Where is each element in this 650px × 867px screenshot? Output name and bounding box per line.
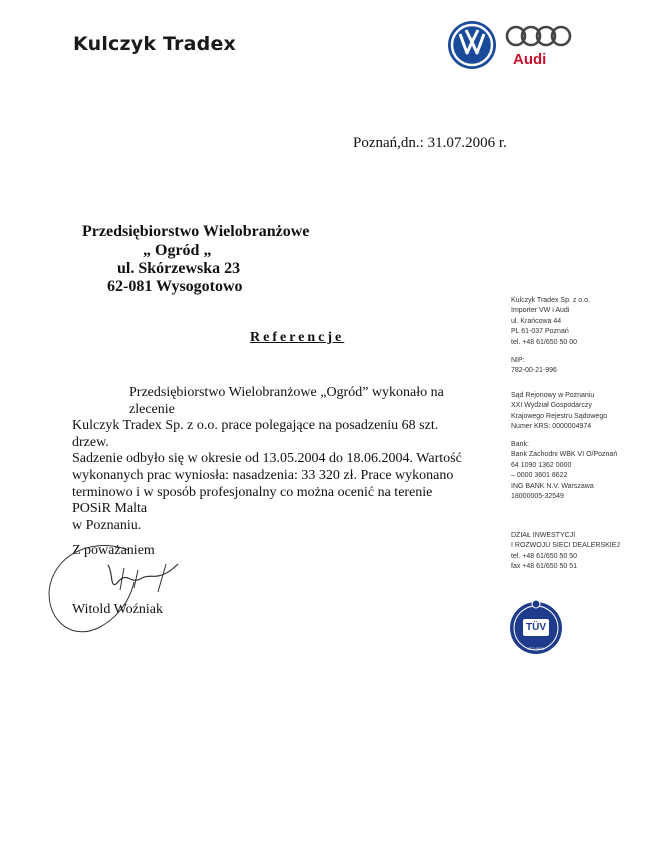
sidebar-line: PL 61-037 Poznań	[511, 328, 569, 336]
body-line-5: terminowo i w sposób profesjonalny co można ocenić na terenie POSiR Malta	[72, 484, 433, 517]
body-line-2: Kulczyk Tradex Sp. z o.o. prace polegające na posadzeniu 68 szt. drzew.	[72, 418, 439, 450]
letter-body	[72, 385, 472, 534]
recipient-line-4: 62-081 Wysogotowo	[107, 278, 243, 295]
sidebar-line: Bank:	[511, 441, 529, 448]
recipient-line-3: ul. Skórzewska 23	[117, 260, 241, 277]
letter-date: Poznań,dn.: 31.07.2006 r.	[353, 135, 507, 151]
body-line-4: wykonanych prac wyniosła: nasadzenia: 33 320 zł. Prace wykonano	[72, 467, 454, 483]
letter-title: Referencje	[250, 330, 345, 345]
sidebar-line: tel. +48 61/650 50 50	[511, 552, 577, 560]
audi-rings-icon	[503, 24, 575, 48]
vw-logo-icon	[447, 20, 497, 70]
sidebar-line: ING BANK N.V. Warszawa	[511, 482, 594, 490]
sidebar-line: Kulczyk Tradex Sp. z o.o.	[511, 297, 590, 304]
sidebar-line: 782-00-21-996	[511, 367, 557, 375]
sidebar-court	[511, 391, 607, 433]
closing-greeting: Z poważaniem	[72, 543, 155, 558]
sidebar-line: Importer VW i Audi	[511, 307, 570, 315]
sidebar-line: tel. +48 61/650 50 00	[511, 338, 577, 346]
sidebar-line: fax +48 61/650 50 51	[511, 563, 577, 571]
company-name: Kulczyk Tradex	[73, 33, 236, 55]
signatory-name: Witold Woźniak	[72, 602, 163, 617]
handwritten-signature-icon	[38, 520, 198, 650]
sidebar-nip	[511, 356, 557, 377]
sidebar-line: ul. Krańcowa 44	[511, 317, 562, 325]
body-line-3: Sadzenie odbyło się w okresie od 13.05.2004 do 18.06.2004. Wartość	[72, 451, 462, 467]
sidebar-bank	[511, 440, 617, 502]
body-line-1: Przedsiębiorstwo Wielobranżowe „Ogród” wykonało na zlecenie	[129, 385, 444, 417]
sidebar-line: 64 1090 1362 0000	[511, 461, 572, 469]
body-line-6: w Poznaniu.	[72, 517, 142, 533]
sidebar-line: 18000005-32549	[511, 493, 564, 501]
sidebar-line: NIP:	[511, 357, 525, 364]
audi-wordmark: Audi	[513, 51, 547, 68]
tuv-label: TÜV	[526, 622, 546, 633]
recipient-line-2: „ Ogród „	[143, 242, 212, 259]
tuv-iso-label: ISO 9001	[527, 646, 545, 651]
sidebar-company-info	[511, 296, 590, 348]
sidebar-line: Bank Zachodni WBK VI O/Poznań	[511, 451, 618, 459]
sidebar-line: Krajowego Rejestru Sądowego	[511, 412, 608, 420]
sidebar-line: I ROZWOJU SIECI DEALERSKIEJ	[511, 542, 620, 550]
sidebar-line: Numer KRS: 0000004974	[511, 423, 592, 431]
sidebar-line: Sąd Rejonowy w Poznaniu	[511, 392, 595, 399]
sidebar-department	[511, 531, 620, 573]
sidebar-line: XXI Wydział Gospodarczy	[511, 402, 592, 410]
sidebar-line: DZIAŁ INWESTYCJI	[511, 532, 576, 539]
recipient-line-1: Przedsiębiorstwo Wielobranżowe	[82, 223, 310, 240]
sidebar-line: – 0000 3601 8622	[511, 472, 568, 480]
